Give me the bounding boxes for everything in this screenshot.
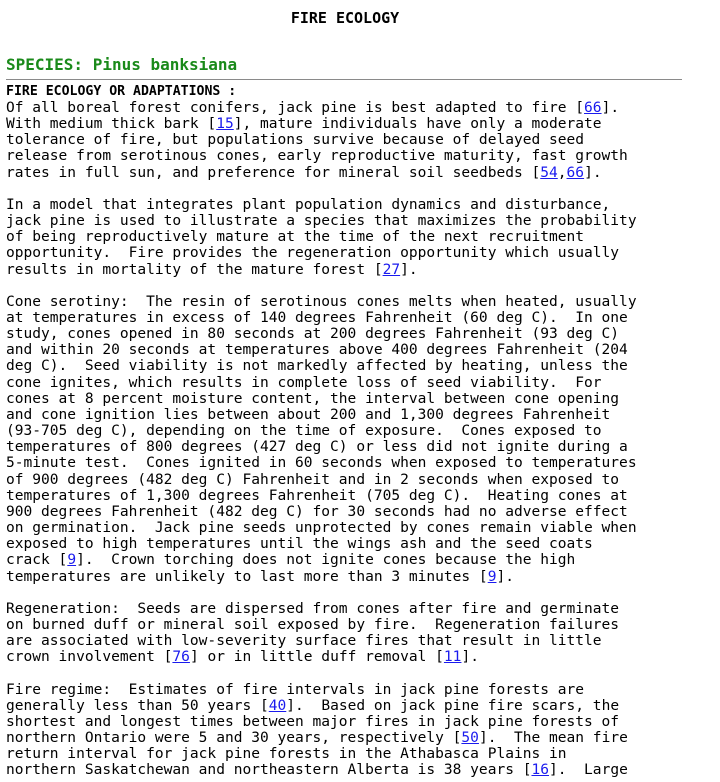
reference-link[interactable]: 15 xyxy=(216,115,234,133)
paragraph xyxy=(6,601,637,666)
text-segment: ]. xyxy=(584,163,602,181)
text-segment: ] or in little duff removal [ xyxy=(189,648,444,666)
page-title: FIRE ECOLOGY xyxy=(290,9,400,27)
text-segment: 900 degrees Fahrenheit (482 deg C) for 30 seconds had no adverse effect xyxy=(6,502,628,520)
text-segment: ]. Crown torching does not ignite cones because the high xyxy=(76,551,576,569)
text-line xyxy=(6,552,637,568)
text-line xyxy=(6,229,637,245)
text-segment: cone ignites, which results in complete loss of seed viability. For xyxy=(6,373,602,391)
text-segment: crack [ xyxy=(6,551,68,569)
text-segment: opportunity. Fire provides the regeneration opportunity which usually xyxy=(6,244,620,262)
horizontal-rule xyxy=(6,79,682,80)
text-line xyxy=(6,294,637,310)
text-line xyxy=(6,746,637,762)
text-segment: , xyxy=(557,163,567,181)
text-line xyxy=(6,213,637,229)
text-segment: exposed to high temperatures until the wings ash and the seed coats xyxy=(6,535,593,553)
text-line xyxy=(6,197,637,213)
text-line xyxy=(6,132,637,148)
text-line xyxy=(6,326,637,342)
paragraph-gap xyxy=(6,585,637,601)
species-heading: SPECIES: Pinus banksiana xyxy=(6,55,238,74)
text-line xyxy=(6,504,637,520)
text-line xyxy=(6,536,637,552)
text-segment: ]. xyxy=(461,648,479,666)
text-segment: temperatures of 1,300 degrees Fahrenheit (705 deg C). Heating cones at xyxy=(6,486,628,504)
text-segment: ]. Large xyxy=(549,761,628,779)
text-segment: Cone serotiny: The resin of serotinous cones melts when heated, usually xyxy=(6,292,637,310)
text-line xyxy=(6,342,637,358)
text-line xyxy=(6,439,637,455)
text-line xyxy=(6,472,637,488)
section-heading: FIRE ECOLOGY OR ADAPTATIONS : xyxy=(6,84,237,99)
text-line xyxy=(6,148,637,164)
text-segment: rates in full sun, and preference for mineral soil seedbeds [ xyxy=(6,163,541,181)
paragraph-gap xyxy=(6,665,637,681)
text-segment: ]. xyxy=(601,99,620,116)
text-segment: release from serotinous cones, early reproductive maturity, fast growth xyxy=(6,147,628,165)
text-line xyxy=(6,730,637,746)
reference-link[interactable]: 16 xyxy=(531,761,550,779)
text-line xyxy=(6,649,637,665)
text-line xyxy=(6,116,637,132)
text-segment: temperatures are unlikely to last more than 3 minutes [ xyxy=(6,567,488,585)
paragraph xyxy=(6,294,637,585)
text-line xyxy=(6,423,637,439)
text-segment: In a model that integrates plant population dynamics and disturbance, xyxy=(6,195,611,213)
text-line xyxy=(6,520,637,536)
text-segment: ]. The mean fire xyxy=(478,729,628,747)
text-segment: Regeneration: Seeds are dispersed from cones after fire and germinate xyxy=(6,599,620,617)
text-segment: are associated with low-severity surface fires that result in little xyxy=(6,632,602,650)
text-line xyxy=(6,391,637,407)
body-text xyxy=(6,100,637,779)
text-line xyxy=(6,762,637,778)
reference-link[interactable]: 9 xyxy=(67,551,77,569)
text-line xyxy=(6,633,637,649)
text-line xyxy=(6,698,637,714)
text-line xyxy=(6,375,637,391)
text-segment: northern Ontario were 5 and 30 years, respectively [ xyxy=(6,729,462,747)
text-segment: Fire regime: Estimates of fire intervals in jack pine forests are xyxy=(6,680,585,698)
text-line xyxy=(6,617,637,633)
paragraph-gap xyxy=(6,278,637,294)
text-segment: generally less than 50 years [ xyxy=(6,696,269,714)
text-segment: temperatures of 800 degrees (427 deg C) or less did not ignite during a xyxy=(6,438,628,456)
text-line xyxy=(6,100,637,116)
text-segment: ]. xyxy=(400,260,418,278)
text-line xyxy=(6,358,637,374)
text-line xyxy=(6,601,637,617)
text-segment: at temperatures in excess of 140 degrees Fahrenheit (60 deg C). In one xyxy=(6,309,628,326)
reference-link[interactable]: 40 xyxy=(268,696,287,714)
text-segment: return interval for jack pine forests in the Athabasca Plains in xyxy=(6,745,567,763)
text-line xyxy=(6,245,637,261)
text-segment: of 900 degrees (482 deg C) Fahrenheit and in 2 seconds when exposed to xyxy=(6,470,620,488)
text-line xyxy=(6,682,637,698)
text-line xyxy=(6,262,637,278)
text-segment: study, cones opened in 80 seconds at 200 degrees Fahrenheit (93 deg C) xyxy=(6,325,620,343)
text-segment: results in mortality of the mature forest [ xyxy=(6,260,383,278)
text-line xyxy=(6,407,637,423)
reference-link[interactable]: 27 xyxy=(382,260,401,278)
paragraph xyxy=(6,197,637,278)
text-segment: of being reproductively mature at the time of the next recruitment xyxy=(6,228,585,246)
text-line xyxy=(6,310,637,326)
text-segment: deg C). Seed viability is not markedly affected by heating, unless the xyxy=(6,357,628,375)
text-segment: ]. Based on jack pine fire scars, the xyxy=(286,696,620,714)
reference-link[interactable]: 50 xyxy=(461,729,479,747)
paragraph xyxy=(6,682,637,779)
text-segment: tolerance of fire, but populations survive because of delayed seed xyxy=(6,131,585,149)
text-line xyxy=(6,714,637,730)
text-segment: Of all boreal forest conifers, jack pine is best adapted to fire [ xyxy=(6,99,585,116)
paragraph xyxy=(6,100,637,181)
reference-link[interactable]: 66 xyxy=(584,99,602,116)
text-segment: ]. xyxy=(496,567,514,585)
text-segment: on burned duff or mineral soil exposed by fire. Regeneration failures xyxy=(6,615,620,633)
text-line xyxy=(6,488,637,504)
text-segment: crown involvement [ xyxy=(6,648,173,666)
reference-link[interactable]: 11 xyxy=(443,648,462,666)
text-segment: on germination. Jack pine seeds unprotected by cones remain viable when xyxy=(6,519,637,537)
reference-link[interactable]: 9 xyxy=(487,567,497,585)
text-segment: ], mature individuals have only a moderate xyxy=(233,115,602,133)
text-line xyxy=(6,165,637,181)
text-segment: (93-705 deg C), depending on the time of exposure. Cones exposed to xyxy=(6,422,602,440)
text-segment: 5-minute test. Cones ignited in 60 seconds when exposed to temperatures xyxy=(6,454,637,472)
text-segment: cones at 8 percent moisture content, the interval between cone opening xyxy=(6,389,620,407)
reference-link[interactable]: 76 xyxy=(172,648,190,666)
text-line xyxy=(6,569,637,585)
text-segment: northern Saskatchewan and northeastern Alberta is 38 years [ xyxy=(6,761,532,779)
text-segment: shortest and longest times between major fires in jack pine forests of xyxy=(6,712,620,730)
text-segment: and cone ignition lies between about 200 and 1,300 degrees Fahrenheit xyxy=(6,405,611,423)
text-segment: With medium thick bark [ xyxy=(6,115,217,133)
text-line xyxy=(6,455,637,471)
text-segment: jack pine is used to illustrate a species that maximizes the probability xyxy=(6,212,637,230)
text-segment: and within 20 seconds at temperatures above 400 degrees Fahrenheit (204 xyxy=(6,341,628,359)
paragraph-gap xyxy=(6,181,637,197)
reference-link[interactable]: 54 xyxy=(540,163,558,181)
reference-link[interactable]: 66 xyxy=(566,163,585,181)
